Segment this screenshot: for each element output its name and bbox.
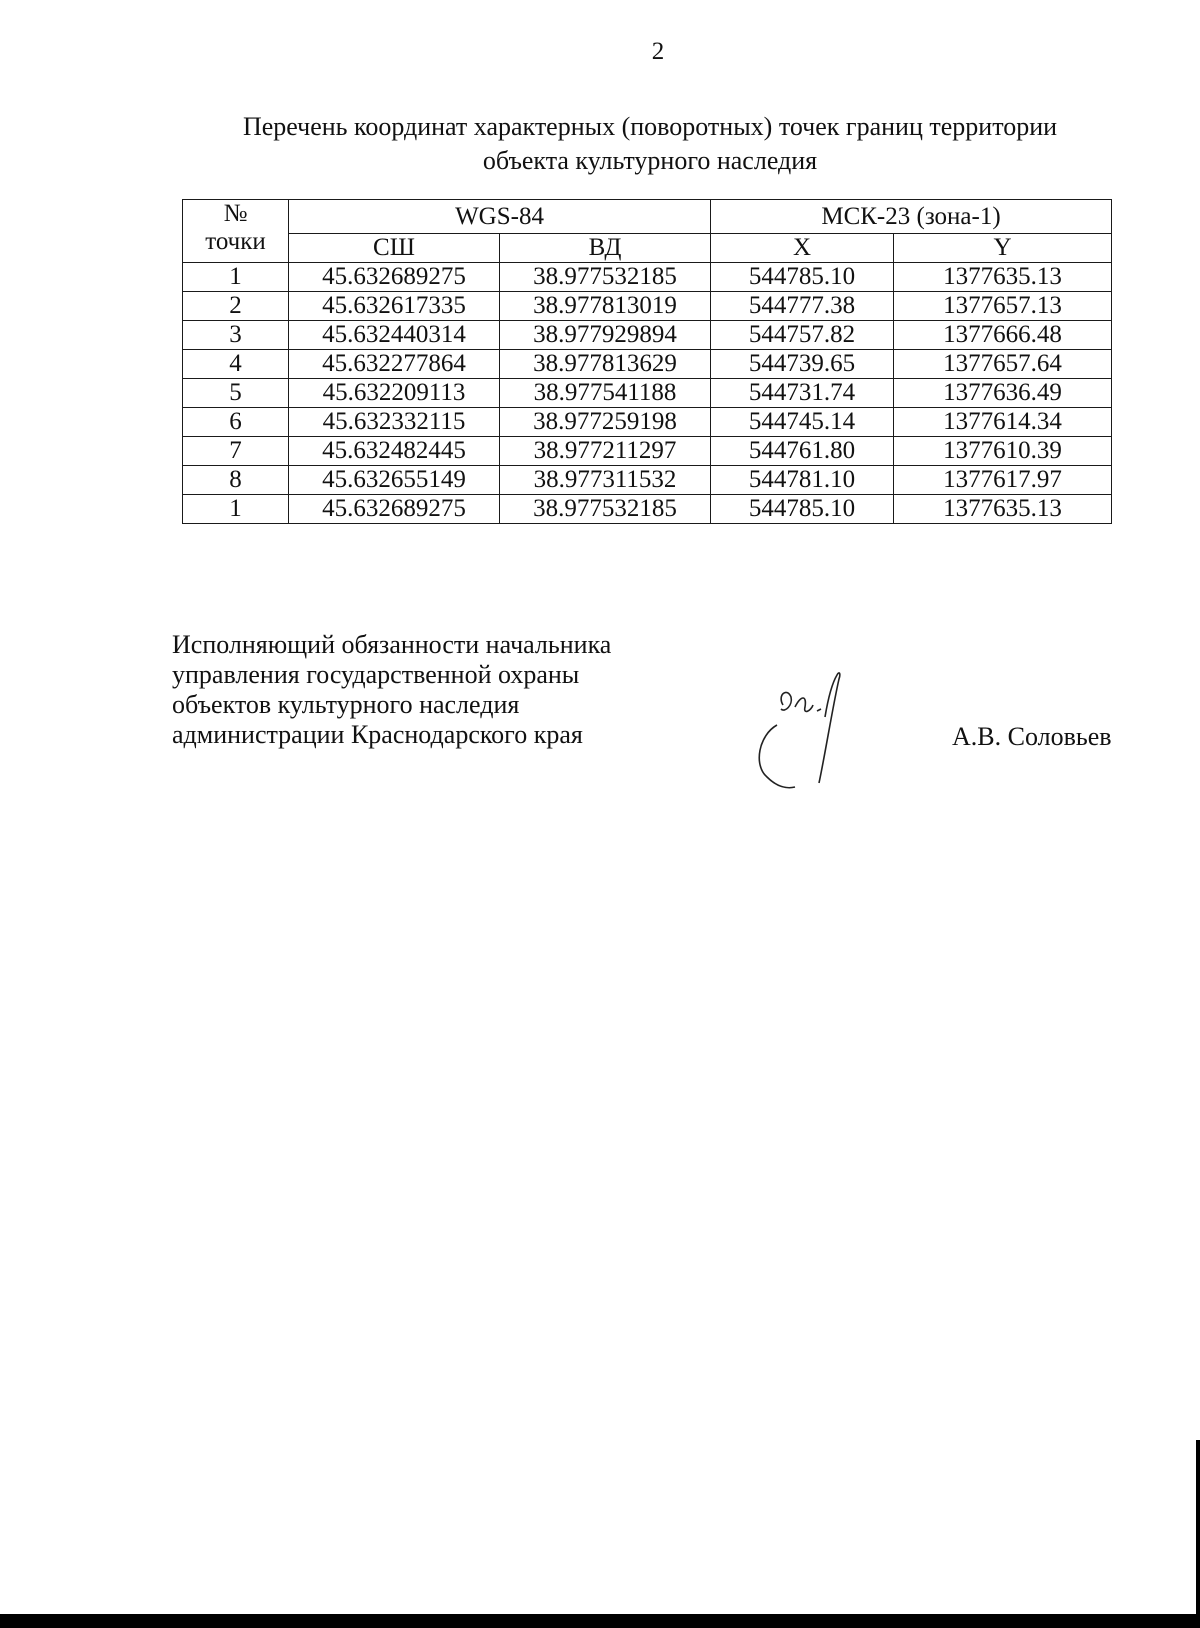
x-cell: 544785.10 [711,495,894,524]
latitude-cell: 45.632440314 [289,321,500,350]
longitude-cell: 38.977311532 [500,466,711,495]
point-number-header-line-2: точки [205,228,266,255]
table-body [183,263,1112,524]
coordinates-table [182,199,1112,524]
x-cell: 544739.65 [711,350,894,379]
point-number-cell: 7 [183,437,289,466]
longitude-cell: 38.977541188 [500,379,711,408]
y-cell: 1377666.48 [894,321,1112,350]
longitude-header: ВД [500,234,711,263]
table-row [183,263,1112,292]
point-number-cell: 8 [183,466,289,495]
latitude-cell: 45.632689275 [289,495,500,524]
x-cell: 544731.74 [711,379,894,408]
x-header: X [711,234,894,263]
longitude-cell: 38.977813629 [500,350,711,379]
longitude-cell: 38.977532185 [500,263,711,292]
latitude-cell: 45.632689275 [289,263,500,292]
point-number-cell: 6 [183,408,289,437]
signer-name: А.В. Соловьев [952,722,1112,751]
table-header-row-1 [183,200,1112,234]
point-number-header [183,200,289,263]
latitude-cell: 45.632209113 [289,379,500,408]
longitude-cell: 38.977813019 [500,292,711,321]
table-row [183,292,1112,321]
signatory-position-line-2: управления государственной охраны [172,660,580,689]
y-cell: 1377635.13 [894,263,1112,292]
document-title-line-1: Перечень координат характерных (поворотных) точек границ территории [242,112,1058,141]
table-row [183,379,1112,408]
y-cell: 1377617.97 [894,466,1112,495]
document-title-line-2: объекта культурного наследия [482,146,818,175]
point-number-cell: 1 [183,263,289,292]
msk23-header: МСК-23 (зона-1) [711,200,1112,234]
document-title [170,110,1130,178]
y-cell: 1377657.64 [894,350,1112,379]
x-cell: 544777.38 [711,292,894,321]
longitude-cell: 38.977259198 [500,408,711,437]
latitude-cell: 45.632655149 [289,466,500,495]
longitude-cell: 38.977929894 [500,321,711,350]
y-cell: 1377635.13 [894,495,1112,524]
x-cell: 544781.10 [711,466,894,495]
wgs84-header: WGS-84 [289,200,711,234]
page-number: 2 [651,38,665,65]
latitude-cell: 45.632332115 [289,408,500,437]
signatory-position [172,630,611,750]
table-row [183,437,1112,466]
point-number-cell: 5 [183,379,289,408]
x-cell: 544785.10 [711,263,894,292]
signatory-position-line-4: администрации Краснодарского края [172,720,583,749]
point-number-cell: 1 [183,495,289,524]
point-number-cell: 3 [183,321,289,350]
x-cell: 544757.82 [711,321,894,350]
table-row [183,408,1112,437]
y-cell: 1377636.49 [894,379,1112,408]
latitude-cell: 45.632617335 [289,292,500,321]
point-number-cell: 2 [183,292,289,321]
table-header-row-2 [183,234,1112,263]
table-row [183,495,1112,524]
table-row [183,466,1112,495]
scan-edge-bottom [0,1614,1200,1628]
longitude-cell: 38.977211297 [500,437,711,466]
signatory-position-line-3: объектов культурного наследия [172,690,520,719]
y-cell: 1377614.34 [894,408,1112,437]
y-cell: 1377610.39 [894,437,1112,466]
point-number-header-line-1: № [223,200,248,227]
handwritten-signature [755,665,875,825]
latitude-cell: 45.632482445 [289,437,500,466]
signatory-position-line-1: Исполняющий обязанности начальника [172,630,612,659]
point-number-cell: 4 [183,350,289,379]
latitude-header: СШ [289,234,500,263]
longitude-cell: 38.977532185 [500,495,711,524]
latitude-cell: 45.632277864 [289,350,500,379]
y-header: Y [894,234,1112,263]
x-cell: 544745.14 [711,408,894,437]
y-cell: 1377657.13 [894,292,1112,321]
scan-edge-right [1196,1440,1200,1628]
x-cell: 544761.80 [711,437,894,466]
table-row [183,321,1112,350]
table-row [183,350,1112,379]
